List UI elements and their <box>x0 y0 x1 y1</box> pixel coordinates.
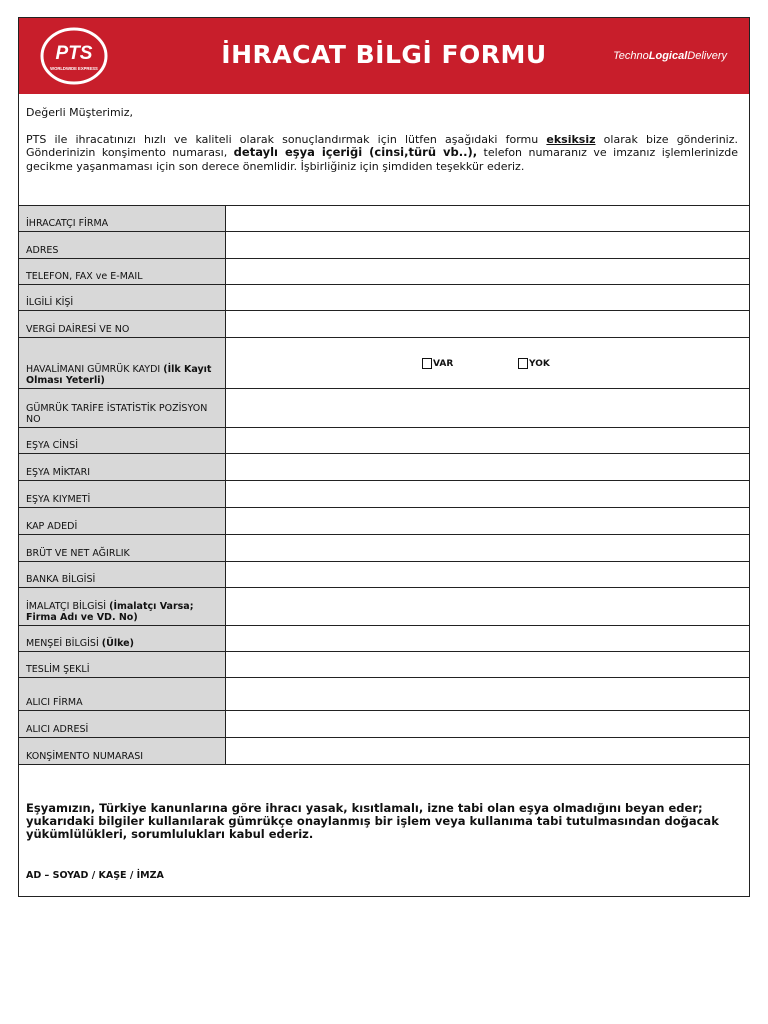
field-value-input[interactable] <box>226 481 749 507</box>
fields-table <box>19 205 749 765</box>
field-value-input[interactable] <box>226 711 749 737</box>
field-value-input[interactable] <box>226 285 749 310</box>
field-row <box>19 428 749 454</box>
field-row <box>19 562 749 588</box>
field-value-input[interactable] <box>226 626 749 651</box>
intro-text <box>26 106 738 173</box>
field-label: ADRES <box>19 232 226 258</box>
field-row <box>19 678 749 711</box>
field-label: ALICI FİRMA <box>19 678 226 710</box>
field-row <box>19 206 749 232</box>
field-row <box>19 311 749 338</box>
field-label: KAP ADEDİ <box>19 508 226 534</box>
field-label: HAVALİMANI GÜMRÜK KAYDI (İlk Kayıt Olması Yeterli) <box>19 338 226 388</box>
tagline: TechnoLogicalDelivery <box>613 50 727 62</box>
field-value-input[interactable] <box>226 508 749 534</box>
field-label: GÜMRÜK TARİFE İSTATİSTİK POZİSYON NO <box>19 389 226 427</box>
field-row <box>19 652 749 678</box>
field-label: EŞYA KIYMETİ <box>19 481 226 507</box>
var-label: VAR <box>433 359 454 369</box>
field-row <box>19 259 749 285</box>
form-header <box>19 18 749 94</box>
form-title: İHRACAT BİLGİ FORMU <box>221 40 547 69</box>
export-info-form <box>18 17 750 897</box>
field-value-input[interactable] <box>226 678 749 710</box>
field-label: BRÜT VE NET AĞIRLIK <box>19 535 226 561</box>
field-row <box>19 389 749 428</box>
field-row <box>19 508 749 535</box>
field-row <box>19 481 749 508</box>
field-label: İMALATÇI BİLGİSİ (İmalatçı Varsa; Firma Adı ve VD. No) <box>19 588 226 625</box>
field-value-input[interactable] <box>226 389 749 427</box>
yok-checkbox[interactable] <box>518 358 550 369</box>
field-label: İLGİLİ KİŞİ <box>19 285 226 310</box>
field-value-input[interactable] <box>226 311 749 337</box>
field-value-input[interactable] <box>226 454 749 480</box>
field-label: BANKA BİLGİSİ <box>19 562 226 587</box>
field-value-input[interactable] <box>226 232 749 258</box>
field-value-input[interactable] <box>226 338 749 388</box>
field-row <box>19 232 749 259</box>
field-label: TESLİM ŞEKLİ <box>19 652 226 677</box>
field-row <box>19 588 749 626</box>
svg-text:PTS: PTS <box>55 43 93 64</box>
field-value-input[interactable] <box>226 206 749 231</box>
checkbox-icon[interactable] <box>518 358 528 369</box>
field-label: EŞYA MİKTARI <box>19 454 226 480</box>
declaration-text: Eşyamızın, Türkiye kanunlarına göre ihracı yasak, kısıtlamalı, izne tabi olan eşya olmadığını beyan eder; yukarıdaki bilgiler kullanılarak gümrükçe onaylanmış bir işlem veya kullanıma tabi tutulmasından doğacak yükümlülükleri, sorumlulukları kabul ederiz. <box>26 801 719 841</box>
signature-label: AD – SOYAD / KAŞE / İMZA <box>26 870 164 881</box>
field-value-input[interactable] <box>226 535 749 561</box>
field-row <box>19 454 749 481</box>
field-value-input[interactable] <box>226 259 749 284</box>
field-label: İHRACATÇI FİRMA <box>19 206 226 231</box>
field-row <box>19 738 749 765</box>
field-row <box>19 711 749 738</box>
intro-paragraph: PTS ile ihracatınızı hızlı ve kaliteli olarak sonuçlandırmak için lütfen aşağıdaki formu eksiksiz olarak bize gönderiniz. Gönderinizin konşimento numarası, detaylı eşya içeriği (cinsi,türü vb..), telefon numaranız ve imzanız işlemlerinizde gecikme yaşanmaması için son derece önemlidir. İşbirliğiniz için şimdiden teşekkür ederiz. <box>26 132 739 173</box>
field-label: TELEFON, FAX ve E-MAIL <box>19 259 226 284</box>
field-row <box>19 626 749 652</box>
field-value-input[interactable] <box>226 652 749 677</box>
field-label: EŞYA CİNSİ <box>19 428 226 453</box>
field-row <box>19 285 749 311</box>
field-value-input[interactable] <box>226 562 749 587</box>
greeting: Değerli Müşterimiz, <box>26 106 134 119</box>
var-checkbox[interactable] <box>422 358 453 369</box>
field-label: KONŞİMENTO NUMARASI <box>19 738 226 764</box>
field-row <box>19 535 749 562</box>
field-label: ALICI ADRESİ <box>19 711 226 737</box>
field-label: MENŞEİ BİLGİSİ (Ülke) <box>19 626 226 651</box>
field-label: VERGİ DAİRESİ VE NO <box>19 311 226 337</box>
checkbox-icon[interactable] <box>422 358 432 369</box>
field-row <box>19 338 749 389</box>
svg-text:WORLDWIDE EXPRESS: WORLDWIDE EXPRESS <box>50 66 98 71</box>
field-value-input[interactable] <box>226 738 749 764</box>
field-value-input[interactable] <box>226 588 749 625</box>
field-value-input[interactable] <box>226 428 749 453</box>
yok-label: YOK <box>529 359 550 369</box>
